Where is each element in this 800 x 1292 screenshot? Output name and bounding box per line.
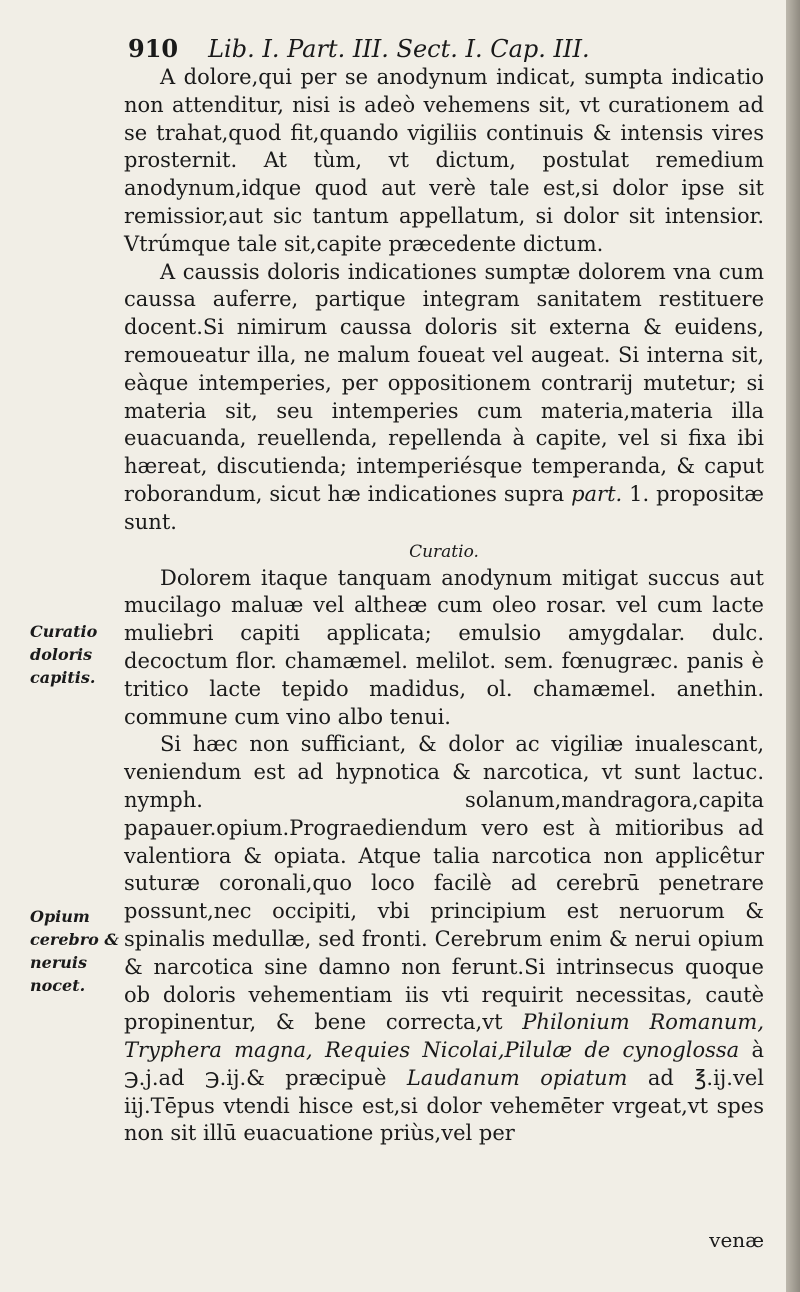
hypnotica-text-a: Si hæc non sufficiant, & dolor ac vigiliæ inualescant, veniendum est ad hypnotica & narcotica, vt sunt lactuc. nymph. solanum,mandragora,capita papauer.opium.Prograediendum vero est à mitioribus ad valentiora & opiata. Atque talia narcotica non applicêtur suturæ coronali,quo loco facilè ad cerebrū penetrare possunt,nec occipiti, vbi principium est neruorum & spinalis medullæ, sed fronti. Cerebrum enim & nerui opium & narcotica sine damno non ferunt.Si intrinsecus quoque ob doloris vehementiam iis vti requirit necessitas, cautè propinentur, & bene correcta,vt	[124, 732, 764, 1035]
part-abbrev: part.	[571, 481, 623, 506]
paragraph-caussis	[124, 259, 764, 537]
philonium: Philonium Romanum,	[522, 1010, 764, 1035]
paragraph-hypnotica	[124, 731, 764, 1148]
paragraph-caussis-end: 1. propositæ sunt.	[124, 481, 764, 534]
page-number: 910	[128, 34, 179, 63]
catchword: venæ	[709, 1228, 764, 1252]
tryphera: Tryphera magna,	[124, 1038, 313, 1063]
running-title: Lib. I. Part. III. Sect. I. Cap. III.	[208, 35, 590, 63]
paragraph-caussis-text: A caussis doloris indicationes sumptæ dolorem vna cum caussa auferre, partique integram sanitatem restituere docent.Si nimirum caussa doloris sit externa & euidens, remoueatur illa, ne malum foueat vel augeat. Si interna sit, eàque intemperies, per oppositionem contrarij mutetur; si materia sit, seu intemperies cum materia,materia illa euacuanda, reuellenda, repellenda à capite, vel si fixa ibi hæreat, discutienda; intemperiésque temperanda, & caput roborandum, sicut hæ indicationes supra	[124, 259, 764, 506]
margin-note-curatio: Curatio doloris capitis.	[30, 622, 98, 687]
requies: Requies Nicolai,	[325, 1038, 505, 1063]
margin-note-opium: Opium cerebro & neruis nocet.	[30, 907, 119, 995]
page-edge	[786, 0, 800, 1292]
main-text	[124, 64, 764, 1148]
pilulae: Pilulæ de cynoglossa	[504, 1038, 740, 1063]
hypnotica-text-c: ad ℥.ij.vel iij.Tēpus vtendi hisce est,si dolor vehemēter vrgeat,vt spes non sit illū euacuatione priùs,vel per	[124, 1065, 764, 1146]
running-header	[128, 34, 768, 68]
laudanum: Laudanum opiatum	[406, 1065, 628, 1090]
paragraph-dolore: A dolore,qui per se anodynum indicat, sumpta indicatio non attenditur, nisi is adeò vehemens sit, vt curationem ad se trahat,quod fit,quando vigiliis continuis & intensis vires prosternit. At tùm, vt dictum, postulat remedium anodynum,idque quod aut verè tale est,si dolor ipse sit remissior,aut sic tantum appellatum, si dolor sit intensior. Vtrúmque tale sit,capite præcedente dictum.	[124, 65, 764, 256]
paragraph-curatio: Dolorem itaque tanquam anodynum mitigat succus aut mucilago maluæ vel altheæ cum oleo rosar. vel cum lacte muliebri capiti applicata; emulsio amygdalar. dulc. decoctum flor. chamæmel. melilot. sem. fœnugræc. panis è tritico lacte tepido madidus, ol. chamæmel. anethin. commune cum vino albo tenui.	[124, 565, 764, 729]
hypnotica-text-b: à ℈.j.ad ℈.ij.& præcipuè	[124, 1038, 764, 1090]
section-heading: Curatio.	[409, 541, 479, 562]
